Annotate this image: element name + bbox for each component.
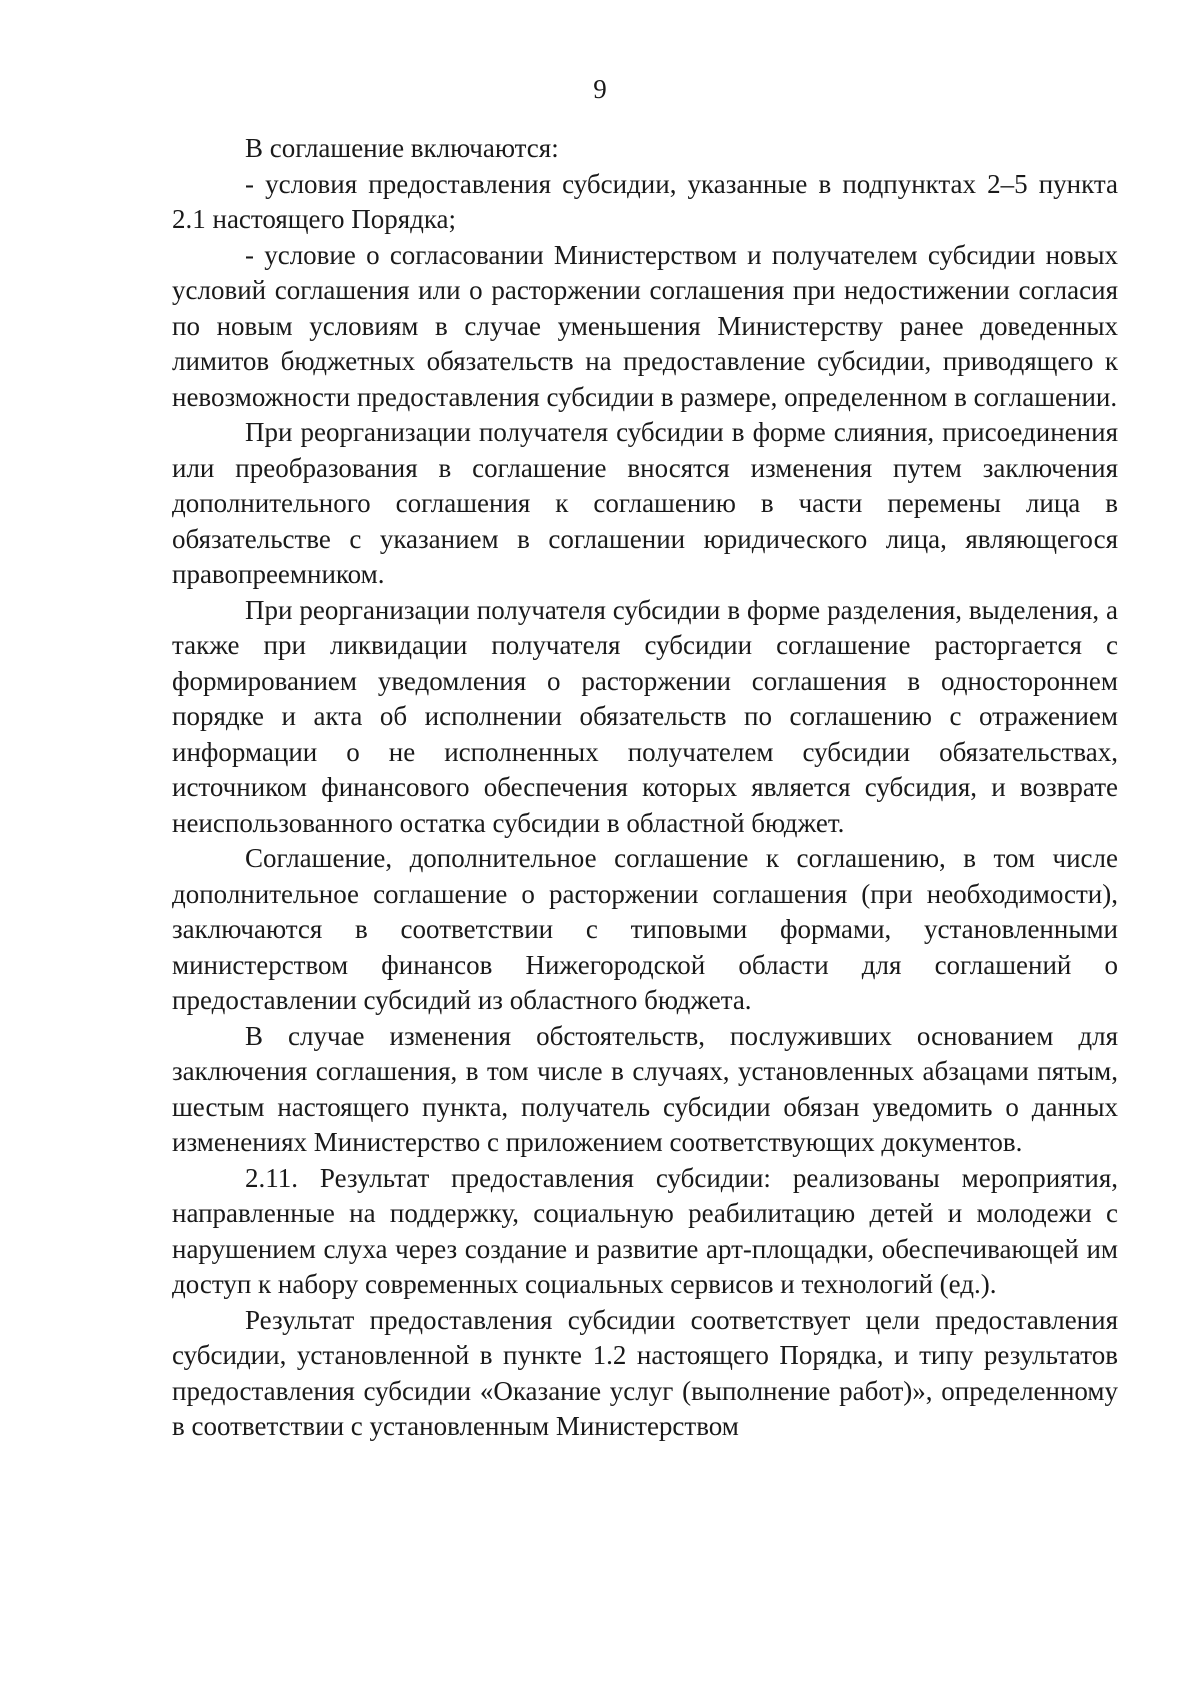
paragraph-standard-forms: Соглашение, дополнительное соглашение к соглашению, в том числе дополнительное соглашение о расторжении соглашения (при необходимости), заключаются в соответствии с типовыми формами, установленными министерством финансов Нижегородской области для соглашений о предоставлении субсидий из областного бюджета. <box>172 843 1118 1015</box>
paragraph-agreement-includes: В соглашение включаются: <box>245 133 559 163</box>
document-body <box>172 131 1118 1445</box>
paragraph-change-notification: В случае изменения обстоятельств, послуживших основанием для заключения соглашения, в том числе в случаях, установленных абзацами пятым, шестым настоящего пункта, получатель субсидии обязан уведомить о данных изменениях Министерство с приложением соответствующих документов. <box>172 1020 1118 1157</box>
page-number: 9 <box>593 74 607 104</box>
paragraph-reorganization-merger: При реорганизации получателя субсидии в форме слияния, присоединения или преобразования в соглашение вносятся изменения путем заключения дополнительного соглашения к соглашению в части перемены лица в обязательстве с указанием в соглашении юридического лица, являющегося правопреемником. <box>172 417 1118 589</box>
paragraph-conditions-list-item: - условия предоставления субсидии, указанные в подпунктах 2–5 пункта 2.1 настоящего Порядка; <box>172 168 1118 234</box>
paragraph-approval-condition-list-item: - условие о согласовании Министерством и получателем субсидии новых условий соглашения или о расторжении соглашения при недостижении согласия по новым условиям в случае уменьшения Министерству ранее доведенных лимитов бюджетных обязательств на предоставление субсидии, приводящего к невозможности предоставления субсидии в размере, определенном в соглашении. <box>172 239 1118 412</box>
paragraph-result-correspondence: Результат предоставления субсидии соответствует цели предоставления субсидии, установленной в пункте 1.2 настоящего Порядка, и типу результатов предоставления субсидии «Оказание услуг (выполнение работ)», определенному в соответствии с установленным Министерством <box>172 1304 1118 1441</box>
paragraph-reorganization-division: При реорганизации получателя субсидии в форме разделения, выделения, а также при ликвидации получателя субсидии соглашение расторгается с формированием уведомления о расторжении соглашения в одностороннем порядке и акта об исполнении обязательств по соглашению с отражением информации о не исполненных получателем субсидии обязательствах, источником финансового обеспечения которых является субсидия, и возврате неиспользованного остатка субсидии в областной бюджет. <box>172 594 1118 838</box>
paragraph-subsidy-result-2-11: 2.11. Результат предоставления субсидии: реализованы мероприятия, направленные на поддержку, социальную реабилитацию детей и молодежи с нарушением слуха через создание и развитие арт-площадки, обеспечивающей им доступ к набору современных социальных сервисов и технологий (ед.). <box>172 1162 1118 1299</box>
